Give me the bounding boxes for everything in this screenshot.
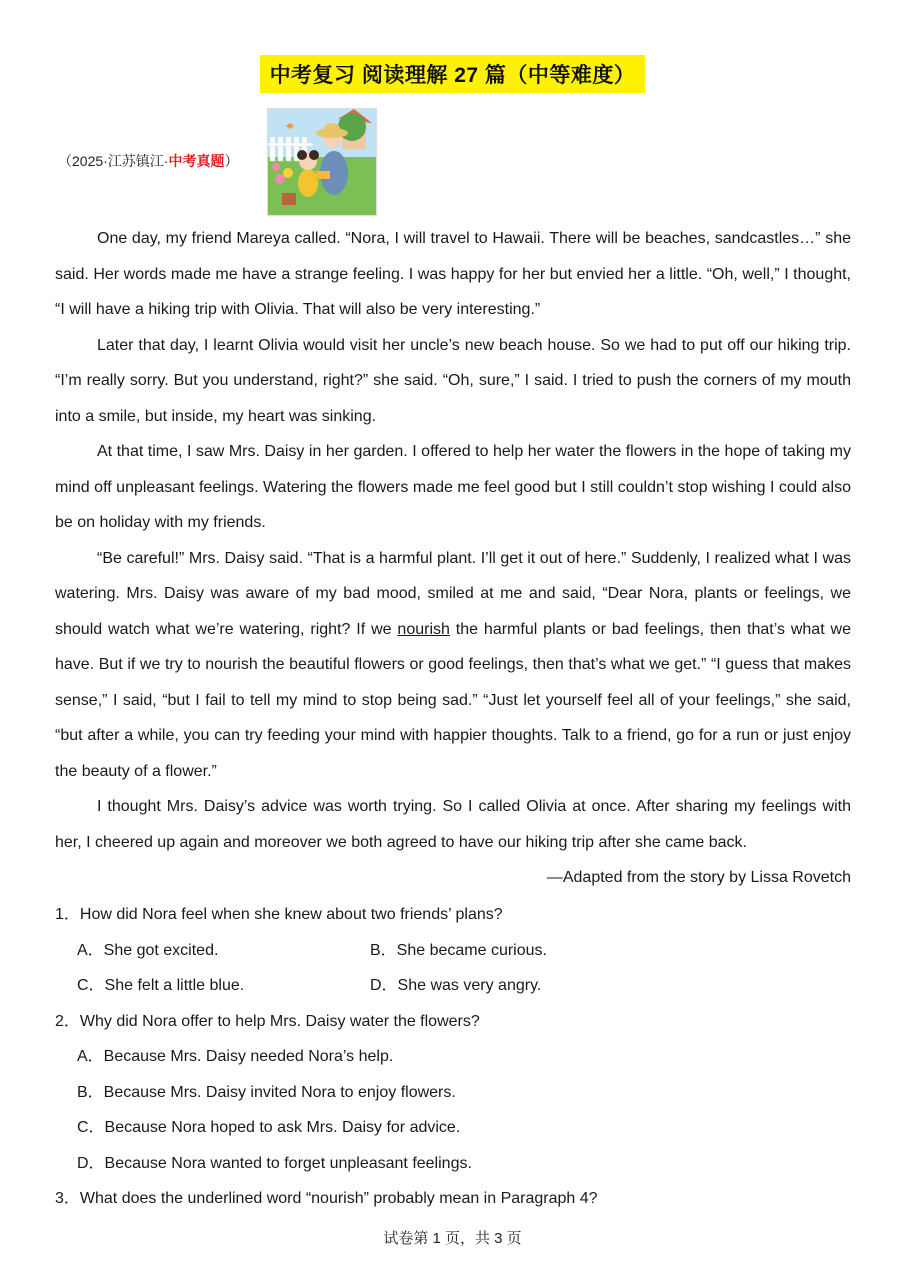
question-list	[55, 897, 851, 1217]
question-2-stem: 2．Why did Nora offer to help Mrs. Daisy water the flowers?	[55, 1012, 480, 1030]
question-1-options-row-1	[55, 933, 851, 969]
source-highlight: 中考真题	[168, 153, 225, 169]
source-suffix: ）	[224, 153, 239, 169]
question-1-stem: 1．How did Nora feel when she knew about two friends’ plans?	[55, 906, 503, 923]
paragraph-5: I thought Mrs. Daisy’s advice was worth trying. So I called Olivia at once. After sharing my feelings with her, I cheered up again and moreover we both agreed to have our hiking trip after she came back.	[55, 798, 851, 851]
q1-option-b: B．She became curious.	[370, 941, 547, 959]
source-credit: —Adapted from the story by Lissa Rovetch	[546, 869, 851, 886]
q1-option-a: A．She got excited.	[77, 941, 219, 959]
reading-passage	[55, 221, 851, 896]
page-footer: 试卷第 1 页，共 3 页	[383, 1230, 522, 1247]
q1-option-d: D．She was very angry.	[370, 977, 542, 994]
source-prefix: （2025·江苏镇江·	[58, 153, 169, 169]
paragraph-2: Later that day, I learnt Olivia would visit her uncle’s new beach house. So we had to put off our hiking trip. “I’m really sorry. But you understand, right?” she said. “Oh, sure,” I said. I tried to push the corners of my mouth into a smile, but inside, my heart was sinking.	[55, 336, 851, 425]
page-title: 中考复习 阅读理解 27 篇（中等难度）	[260, 55, 646, 93]
source-line	[58, 151, 238, 171]
q2-option-c: C．Because Nora hoped to ask Mrs. Daisy for advice.	[77, 1119, 461, 1136]
underlined-word: nourish	[397, 620, 450, 638]
paragraph-4-part-2: the harmful plants or bad feelings, then that’s what we have. But if we try to nourish the beautiful flowers or good feelings, then that’s what we get.” “I guess that makes sense,” I said, “but I fail to tell my mind to stop being sad.” “Just let yourself feel all of your feelings,” she said, “but after a while, you can try feeding your mind with happier thoughts. Talk to a friend, go for a run or just enjoy the beauty of a flower.”	[55, 620, 851, 780]
paragraph-4-part-1: “Be careful!” Mrs. Daisy said. “That is a harmful plant. I’ll get it out of here.” Suddenly, I realized what I was watering. Mrs. Daisy was aware of my bad mood, smiled at me and said, “Dear Nora, plants or feelings, we should watch what we’re watering, right? If we	[55, 549, 851, 638]
question-1-options-row-2	[55, 968, 851, 1004]
q2-option-d: D．Because Nora wanted to forget unpleasant feelings.	[77, 1154, 472, 1172]
q2-option-a: A．Because Mrs. Daisy needed Nora’s help.	[77, 1048, 394, 1065]
paragraph-3: At that time, I saw Mrs. Daisy in her garden. I offered to help her water the flowers in the hope of taking my mind off unpleasant feelings. Watering the flowers made me feel good but I still couldn’t stop wishing I could also be on holiday with my friends.	[55, 443, 851, 531]
paragraph-4	[55, 541, 851, 790]
q1-option-c: C．She felt a little blue.	[77, 977, 245, 994]
q2-option-b: B．Because Mrs. Daisy invited Nora to enjoy flowers.	[77, 1083, 456, 1101]
question-3-stem: 3．What does the underlined word “nourish” probably mean in Paragraph 4?	[55, 1190, 598, 1207]
garden-illustration	[267, 108, 377, 216]
title-block	[0, 55, 905, 93]
paragraph-1: One day, my friend Mareya called. “Nora, I will travel to Hawaii. There will be beaches, sandcastles…” she said. Her words made me have a strange feeling. I was happy for her but envied her a little. “Oh, well,” I thought, “I will have a hiking trip with Olivia. That will also be very interesting.”	[55, 230, 851, 318]
